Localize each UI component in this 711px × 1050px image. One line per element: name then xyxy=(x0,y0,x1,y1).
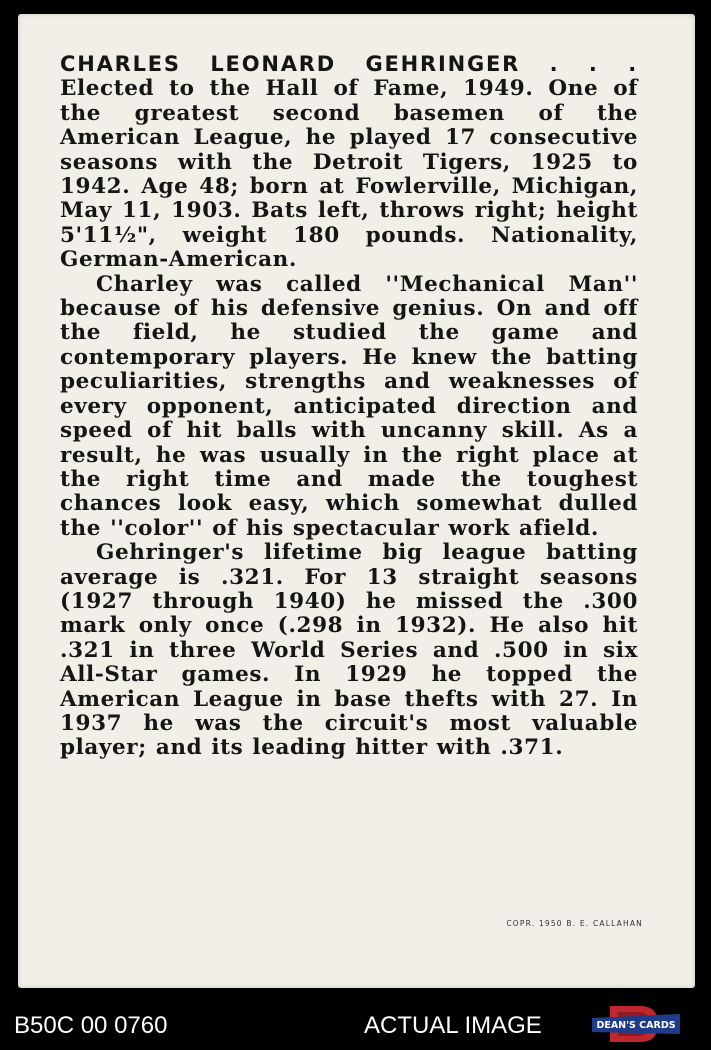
card-back xyxy=(18,14,695,988)
copyright-notice: COPR. 1950 B. E. CALLAHAN xyxy=(506,919,643,928)
paragraph-1-text: Elected to the Hall of Fame, 1949. One of the greatest second basemen of the American League, he played 17 consecutive seasons with the Detroit Tigers, 1925 to 1942. Age 48; born at Fowlerville, Michigan, May 11, 1903. Bats left, throws right; height 5'11½", weight 180 pounds. Nationality, German-American. xyxy=(60,76,638,273)
card-paragraph-2: Charley was called ''Mechanical Man'' because of his defensive genius. On and off the field, he studied the game and contemporary players. He knew the batting peculiarities, strengths and weaknesses of every opponent, anticipated direction and speed of hit balls with uncanny skill. As a result, he was usually in the right place at the right time and made the toughest chances look easy, which somewhat dulled the ''color'' of his spectacular work afield. xyxy=(60,271,638,541)
player-name: CHARLES LEONARD GEHRINGER . . . xyxy=(60,52,638,76)
item-id-label: B50C 00 0760 xyxy=(14,1012,168,1039)
deans-cards-logo xyxy=(588,1004,684,1044)
deans-cards-logo-icon xyxy=(588,1004,684,1044)
logo-wordmark: DEAN'S CARDS xyxy=(596,1020,676,1031)
card-text xyxy=(60,52,638,761)
card-paragraph-3: Gehringer's lifetime big league batting average is .321. For 13 straight seasons (1927 through 1940) he missed the .300 mark only once (.298 in 1932). He also hit .321 in three World Series and .500 in six All-Star games. In 1929 he topped the American League in base thefts with 27. In 1937 he was the circuit's most valuable player; and its leading hitter with .371. xyxy=(60,540,638,761)
card-paragraph-1 xyxy=(60,52,638,273)
actual-image-label: ACTUAL IMAGE xyxy=(364,1012,542,1039)
